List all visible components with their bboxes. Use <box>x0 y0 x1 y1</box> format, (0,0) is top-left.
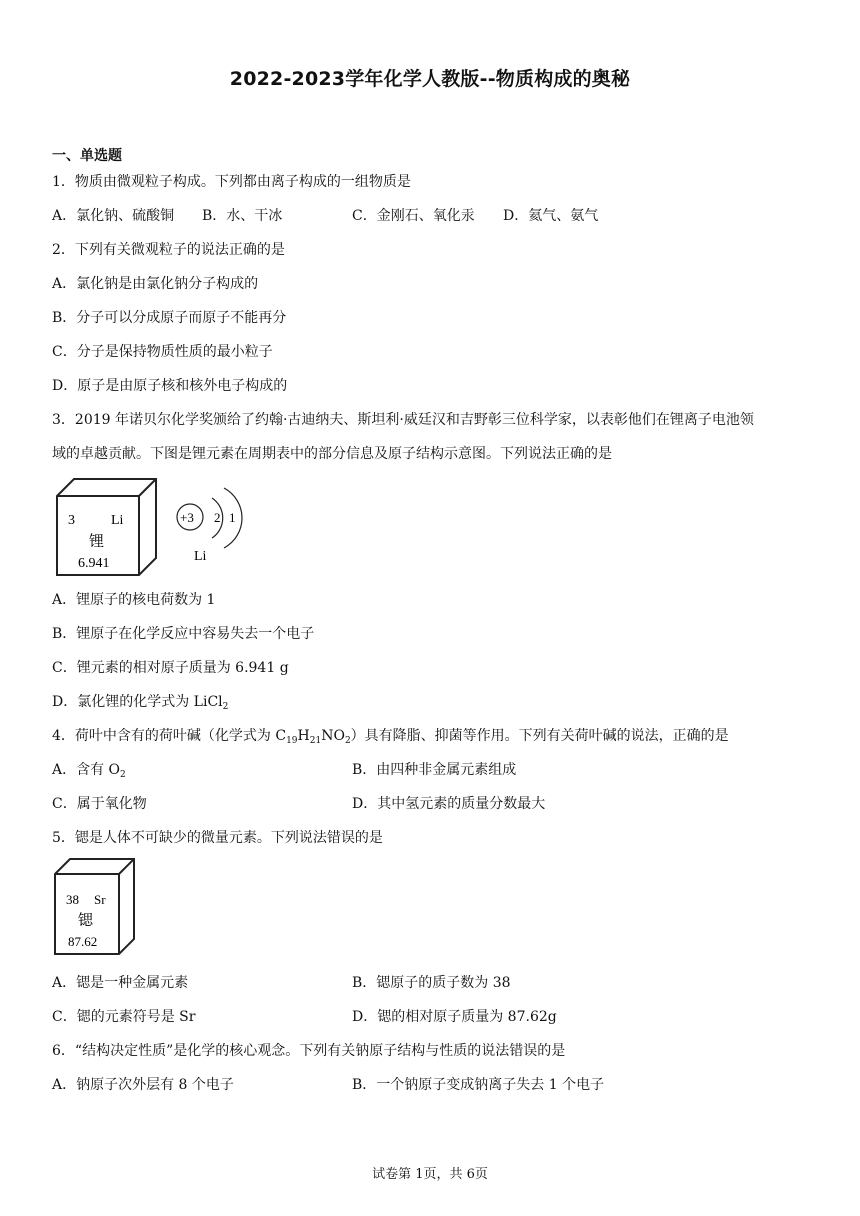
q4-option-a: A．含有 $O_2$ <box>52 762 126 780</box>
nucleus-charge: +3 <box>180 510 194 525</box>
q4-stem: 4．荷叶中含有的荷叶碱（化学式为 $C_{19}H_{21}NO_2$）具有降脂、抑菌等作用。下列有关荷叶碱的说法，正确的是 <box>52 728 729 746</box>
atom-label: Li <box>194 549 207 564</box>
q3-stem-line2: 域的卓越贡献。下图是锂元素在周期表中的部分信息及原子结构示意图。下列说法正确的是 <box>52 446 612 462</box>
q6-stem: 6．“结构决定性质”是化学的核心观念。下列有关钠原子结构与性质的说法错误的是 <box>52 1043 566 1059</box>
q2-option-a: A．氯化钠是由氯化钠分子构成的 <box>52 276 259 292</box>
lithium-symbol: Li <box>111 513 124 528</box>
strontium-symbol: Sr <box>94 892 106 907</box>
q2-option-d: D．原子是由原子核和核外电子构成的 <box>52 378 288 394</box>
page-footer: 试卷第 1页，共 6页 <box>372 1167 488 1182</box>
q1-stem: 1．物质由微观粒子构成。下列都由离子构成的一组物质是 <box>52 174 411 190</box>
q3-option-c: C．锂元素的相对原子质量为 6.941 g <box>52 660 289 676</box>
q3-stem-line1: 3．2019 年诺贝尔化学奖颁给了约翰·古迪纳夫、斯坦利·威廷汉和吉野彰三位科学家，以表彰他们在锂离子电池领 <box>52 412 754 428</box>
lithium-name: 锂 <box>89 534 105 550</box>
q1-option-d: D．氦气、氨气 <box>503 208 599 224</box>
q6-option-b: B．一个钠原子变成钠离子失去 1 个电子 <box>352 1077 605 1093</box>
strontium-atomic-number: 38 <box>66 892 79 907</box>
strontium-mass: 87.62 <box>68 934 98 949</box>
lithium-atom-diagram <box>172 480 252 574</box>
shell-1-electrons: 2 <box>214 510 221 525</box>
q1-option-a: A．氯化钠、硫酸铜 <box>52 208 175 224</box>
q1-option-c: C．金刚石、氧化汞 <box>352 208 475 224</box>
strontium-element-card <box>54 858 136 960</box>
q4-option-d: D．其中氢元素的质量分数最大 <box>352 796 546 812</box>
q5-option-c: C．锶的元素符号是 Sr <box>52 1009 196 1025</box>
page-title: 2022-2023学年化学人教版--物质构成的奥秘 <box>229 68 631 90</box>
q2-stem: 2．下列有关微观粒子的说法正确的是 <box>52 242 285 258</box>
lithium-atomic-number: 3 <box>68 513 75 528</box>
q4-option-c: C．属于氧化物 <box>52 796 147 812</box>
q1-option-b: B．水、干冰 <box>202 208 283 224</box>
q6-option-a: A．钠原子次外层有 8 个电子 <box>52 1077 234 1093</box>
q5-option-d: D．锶的相对原子质量为 87.62g <box>352 1009 557 1025</box>
q2-option-b: B．分子可以分成原子而原子不能再分 <box>52 310 287 326</box>
q4-option-b: B．由四种非金属元素组成 <box>352 762 517 778</box>
lithium-mass: 6.941 <box>78 556 110 571</box>
q5-option-b: B．锶原子的质子数为 38 <box>352 975 511 991</box>
q3-option-b: B．锂原子在化学反应中容易失去一个电子 <box>52 626 315 642</box>
q5-option-a: A．锶是一种金属元素 <box>52 975 189 991</box>
q3-option-a: A．锂原子的核电荷数为 1 <box>52 592 216 608</box>
q3-option-d: D．氯化锂的化学式为 LiCl$_2$ <box>52 694 229 712</box>
section-heading: 一、单选题 <box>52 148 122 164</box>
q2-option-c: C．分子是保持物质性质的最小粒子 <box>52 344 273 360</box>
q5-stem: 5．锶是人体不可缺少的微量元素。下列说法错误的是 <box>52 830 383 846</box>
strontium-name: 锶 <box>78 913 94 929</box>
lithium-element-card <box>56 478 158 580</box>
shell-2-electrons: 1 <box>229 510 236 525</box>
